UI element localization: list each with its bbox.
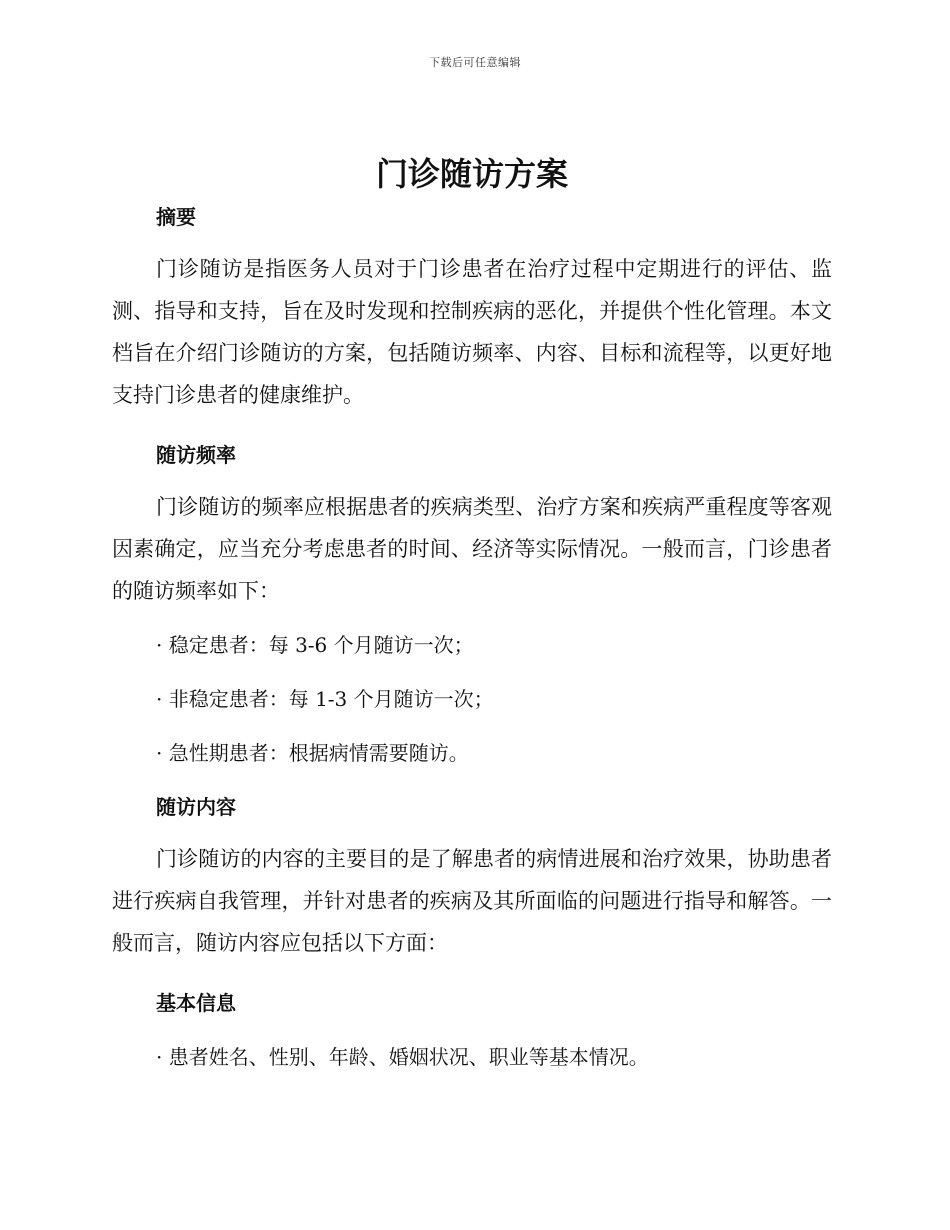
bullet-unstable: · 非稳定患者：每 1-3 个月随访一次； [156, 687, 494, 711]
bullet-basic-info: · 患者姓名、性别、年龄、婚姻状况、职业等基本情况。 [156, 1045, 649, 1069]
paragraph-frequency: 门诊随访的频率应根据患者的疾病类型、治疗方案和疾病严重程度等客观因素确定，应当充分考虑患者的时间、经济等实际情况。一般而言，门诊患者的随访频率如下： [112, 495, 832, 603]
header-note: 下载后可任意编辑 [429, 56, 521, 69]
heading-abstract: 摘要 [156, 205, 196, 229]
heading-basic-info: 基本信息 [156, 991, 236, 1015]
heading-frequency: 随访频率 [156, 443, 236, 467]
bullet-stable: · 稳定患者：每 3-6 个月随访一次； [156, 633, 474, 657]
document-body [112, 150, 832, 1072]
document-title: 门诊随访方案 [375, 155, 568, 193]
paragraph-content: 门诊随访的内容的主要目的是了解患者的病情进展和治疗效果，协助患者进行疾病自我管理，并针对患者的疾病及其所面临的问题进行指导和解答。一般而言，随访内容应包括以下方面： [112, 847, 832, 955]
paragraph-abstract: 门诊随访是指医务人员对于门诊患者在治疗过程中定期进行的评估、监测、指导和支持，旨在及时发现和控制疾病的恶化，并提供个性化管理。本文档旨在介绍门诊随访的方案，包括随访频率、内容、目标和流程等，以更好地支持门诊患者的健康维护。 [112, 257, 832, 407]
bullet-acute: · 急性期患者：根据病情需要随访。 [156, 741, 469, 765]
heading-content: 随访内容 [156, 795, 236, 819]
